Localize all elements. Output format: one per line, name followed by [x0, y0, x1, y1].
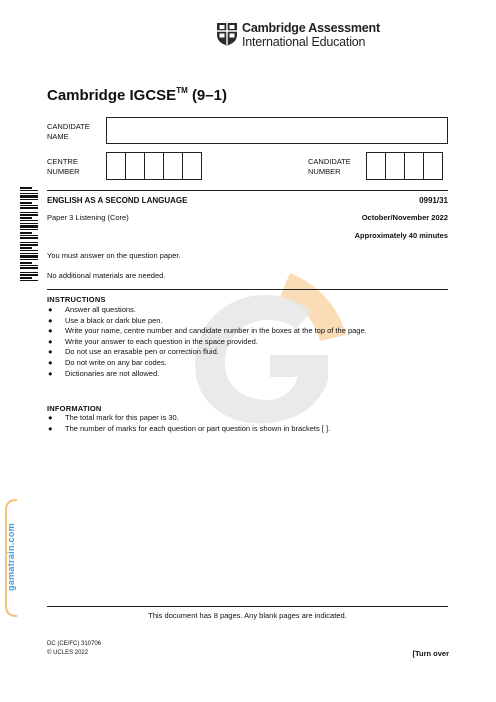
centre-number-cell[interactable]: [125, 152, 145, 180]
candidate-name-box[interactable]: [106, 117, 448, 144]
paper-name: Paper 3 Listening (Core): [47, 213, 129, 222]
instruction-item: ● Write your answer to each question in the space provided.: [48, 336, 258, 346]
trademark-mark: TM: [176, 86, 188, 95]
instruction-text: Write your answer to each question in the space provided.: [65, 336, 258, 346]
grade-scale: (9–1): [191, 87, 227, 104]
turn-over: [Turn over: [412, 649, 449, 658]
document-code: DC (CE/FC) 310706: [47, 641, 102, 647]
candidate-name-label: CANDIDATE NAME: [47, 122, 90, 141]
instructions-list: [47, 305, 367, 379]
instruction-item: ● Answer all questions.: [48, 305, 136, 314]
materials-note: No additional materials are needed.: [47, 271, 166, 280]
gamatrain-watermark-text: gamatrain.com: [6, 523, 16, 591]
information-item: ● The total mark for this paper is 30.: [48, 413, 179, 422]
instruction-text: Dictionaries are not allowed.: [65, 368, 160, 378]
instruction-item: ● Write your name, centre number and candidate number in the boxes at the top of the page.: [48, 326, 367, 336]
information-list: [47, 413, 330, 434]
instruction-item: ● Do not use an erasable pen or correction fluid.: [48, 347, 219, 357]
centre-number-label: CENTRE NUMBER: [47, 157, 80, 176]
instruction-text: Do not use an erasable pen or correction fluid.: [65, 347, 219, 357]
candidate-number-boxes[interactable]: [366, 152, 443, 180]
copyright: © UCLES 2022: [47, 650, 89, 656]
exam-series: October/November 2022: [361, 213, 448, 222]
information-heading: INFORMATION: [47, 404, 102, 413]
centre-number-cell[interactable]: [163, 152, 183, 180]
information-text: The total mark for this paper is 30.: [65, 413, 179, 422]
cambridge-logo: [216, 19, 386, 51]
centre-number-cell[interactable]: [182, 152, 202, 180]
candidate-number-cell[interactable]: [423, 152, 443, 180]
barcode: [20, 187, 38, 281]
instruction-item: ● Do not write on any bar codes.: [48, 357, 167, 367]
divider: [47, 190, 448, 191]
divider: [47, 606, 448, 607]
centre-number-boxes[interactable]: [106, 152, 202, 180]
information-text: The number of marks for each question or part question is shown in brackets [ ].: [65, 423, 331, 433]
candidate-number-cell[interactable]: [366, 152, 386, 180]
qualification-title: [47, 86, 227, 104]
instruction-text: Do not write on any bar codes.: [65, 357, 167, 367]
centre-number-cell[interactable]: [106, 152, 126, 180]
qualification-name: Cambridge IGCSE: [47, 87, 177, 104]
instruction-text: Write your name, centre number and candidate number in the boxes at the top of the page.: [65, 326, 367, 336]
candidate-number-label: CANDIDATE NUMBER: [308, 157, 351, 176]
org-name-line2: International Education: [242, 35, 366, 49]
instructions-heading: INSTRUCTIONS: [47, 295, 106, 304]
information-item: ● The number of marks for each question or part question is shown in brackets [ ].: [48, 423, 331, 433]
instruction-text: Answer all questions.: [65, 305, 136, 314]
candidate-number-cell[interactable]: [404, 152, 424, 180]
instruction-item: ● Use a black or dark blue pen.: [48, 315, 163, 325]
exam-duration: Approximately 40 minutes: [354, 231, 448, 240]
shield-icon: [216, 22, 238, 46]
divider: [47, 289, 448, 290]
candidate-number-cell[interactable]: [385, 152, 405, 180]
instruction-item: ● Dictionaries are not allowed.: [48, 368, 160, 378]
syllabus-code: 0991/31: [419, 196, 448, 205]
subject-title: ENGLISH AS A SECOND LANGUAGE: [47, 196, 188, 205]
answer-note: You must answer on the question paper.: [47, 251, 181, 260]
org-name-line1: Cambridge Assessment: [242, 21, 380, 35]
centre-number-cell[interactable]: [144, 152, 164, 180]
instruction-text: Use a black or dark blue pen.: [65, 315, 163, 325]
page-count-note: This document has 8 pages. Any blank pages are indicated.: [148, 611, 347, 620]
